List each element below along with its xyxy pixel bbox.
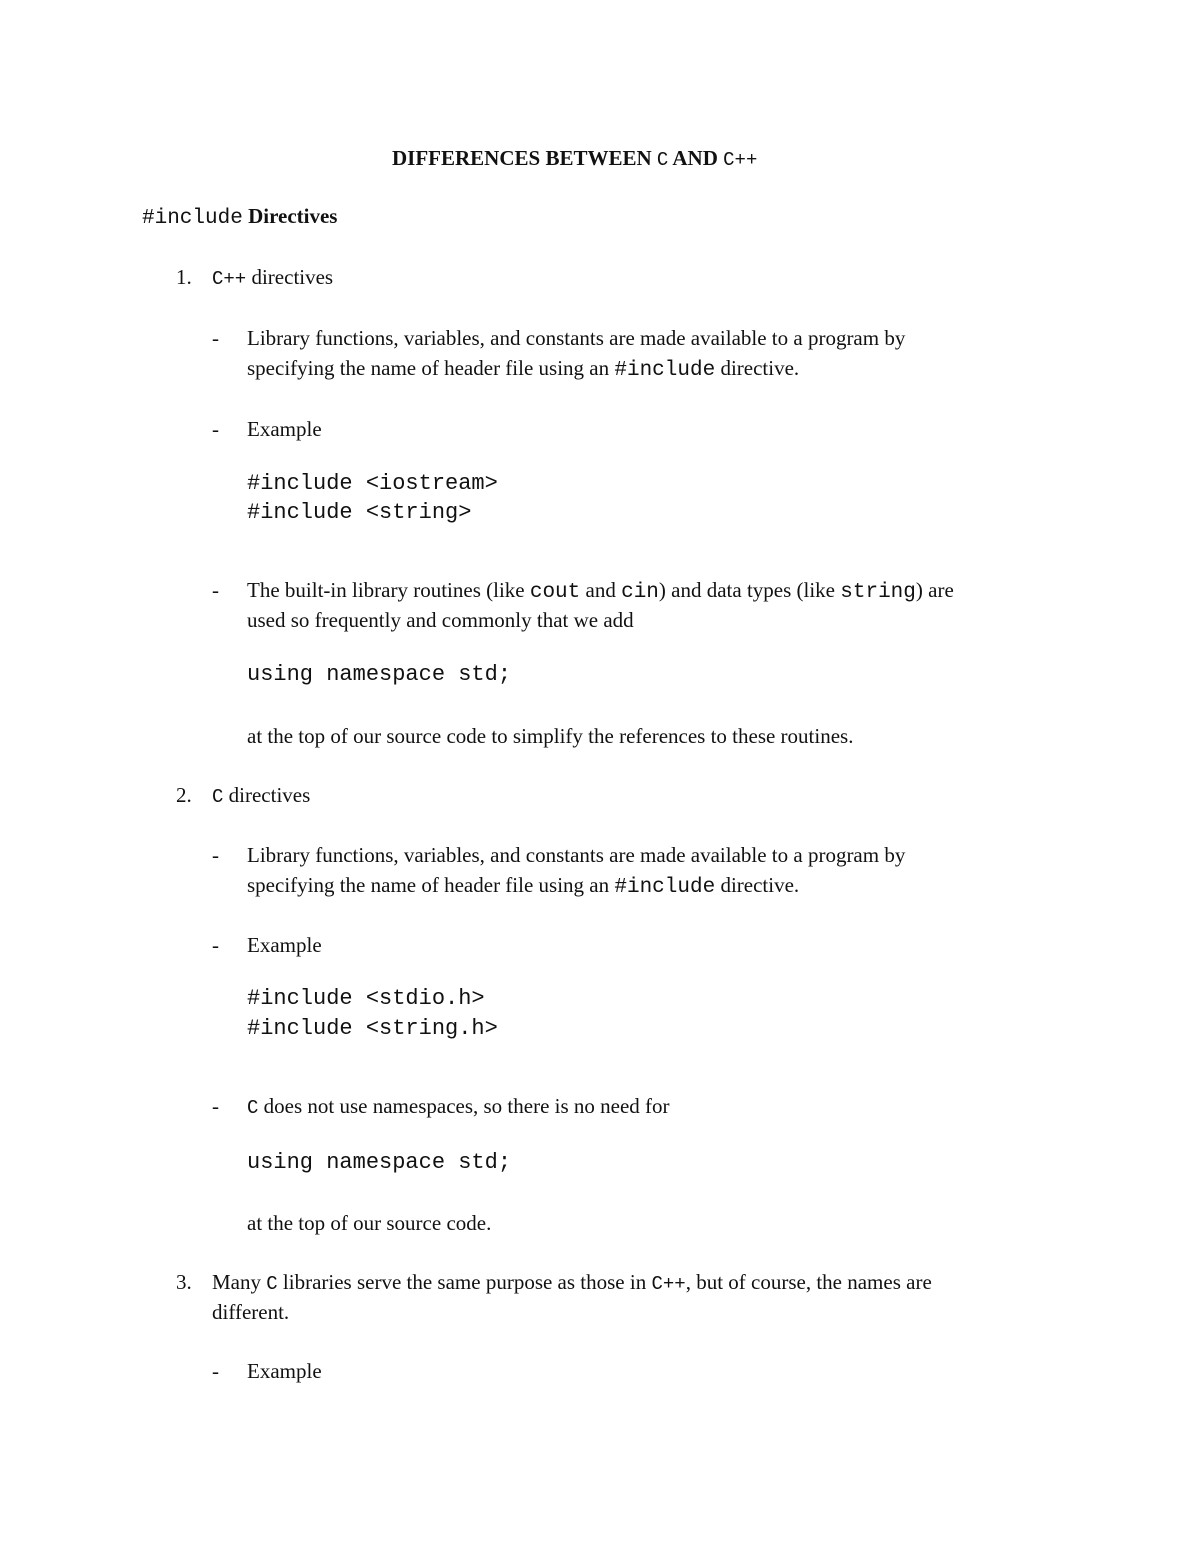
item2-number: 2. [176, 783, 192, 807]
item2-bullet3-text: does not use namespaces, so there is no need for [258, 1094, 670, 1118]
title-cpp: C++ [723, 149, 758, 171]
item2-bullet1-line2-pre: specifying the name of header file using an [247, 873, 615, 897]
item1-bullet1-dash: - [212, 326, 219, 350]
item2-code: C [212, 786, 224, 808]
item3-number: 3. [176, 1270, 192, 1294]
item1-code-line: #include <iostream> [247, 471, 498, 496]
item3-bullet1-dash: - [212, 1359, 219, 1383]
item2-bullet3-line [247, 1093, 670, 1121]
item2-after-text: at the top of our source code. [247, 1211, 492, 1235]
item1-bullet1-line2-post: directive. [715, 356, 800, 380]
section-heading-code: #include [142, 207, 243, 230]
item1-text: directives [246, 265, 334, 289]
document-title [392, 145, 757, 173]
title-part2: AND [668, 146, 724, 170]
item1-using-line: using namespace std; [247, 662, 512, 687]
item3-text-b: libraries serve the same purpose as those in [277, 1270, 652, 1294]
item2-bullet2-dash: - [212, 933, 219, 957]
item1-bullet1-line2-code: #include [614, 359, 716, 382]
item1-bullet3-code-string: string [840, 581, 916, 604]
item1-bullet3-text-a: The built-in library routines (like [247, 578, 530, 602]
item1-heading [212, 264, 333, 292]
item2-bullet1-line2-post: directive. [715, 873, 800, 897]
item2-bullet1-line2-code: #include [614, 876, 716, 899]
item1-code-line: #include <string> [247, 500, 472, 525]
item3-bullet1-label: Example [247, 1359, 322, 1383]
section-heading-text: Directives [242, 204, 338, 228]
item3-code-c: C [266, 1273, 278, 1295]
item3-code-cpp: C++ [651, 1273, 686, 1295]
item3-line1 [212, 1269, 932, 1297]
item1-bullet3-text-b: and [580, 578, 622, 602]
item1-number: 1. [176, 265, 192, 289]
item2-bullet1-line1: Library functions, variables, and constants are made available to a program by [247, 843, 906, 867]
item1-bullet3-line1 [247, 577, 954, 606]
item1-bullet1-line2-pre: specifying the name of header file using an [247, 356, 615, 380]
item1-bullet3-code-cout: cout [529, 581, 581, 604]
item1-bullet3-dash: - [212, 578, 219, 602]
title-c: C [656, 149, 669, 171]
item1-bullet3-line2: used so frequently and commonly that we add [247, 608, 634, 632]
item2-text: directives [223, 783, 311, 807]
item3-line2: different. [212, 1300, 290, 1324]
item2-bullet1-line2 [247, 872, 799, 901]
item2-code-line: #include <stdio.h> [247, 986, 485, 1011]
item2-using-line: using namespace std; [247, 1150, 512, 1175]
item2-bullet1-dash: - [212, 843, 219, 867]
item3-text-c: , but of course, the names are [685, 1270, 932, 1294]
item1-bullet3-text-d: ) are [915, 578, 954, 602]
item2-bullet2-label: Example [247, 933, 322, 957]
item1-after-text: at the top of our source code to simplify the references to these routines. [247, 724, 854, 748]
item2-heading [212, 782, 310, 810]
item1-bullet3-text-c: ) and data types (like [658, 578, 841, 602]
item3-text-a: Many [212, 1270, 267, 1294]
item1-bullet2-label: Example [247, 417, 322, 441]
item1-bullet1-line1: Library functions, variables, and constants are made available to a program by [247, 326, 906, 350]
section-heading [142, 203, 337, 232]
item1-bullet1-line2 [247, 355, 799, 384]
item2-bullet3-dash: - [212, 1094, 219, 1118]
title-part1: DIFFERENCES BETWEEN [392, 146, 657, 170]
item2-code-line: #include <string.h> [247, 1016, 498, 1041]
item1-code: C++ [212, 268, 247, 290]
item1-bullet3-code-cin: cin [621, 581, 659, 604]
item2-bullet3-code: C [247, 1097, 259, 1119]
item1-bullet2-dash: - [212, 417, 219, 441]
